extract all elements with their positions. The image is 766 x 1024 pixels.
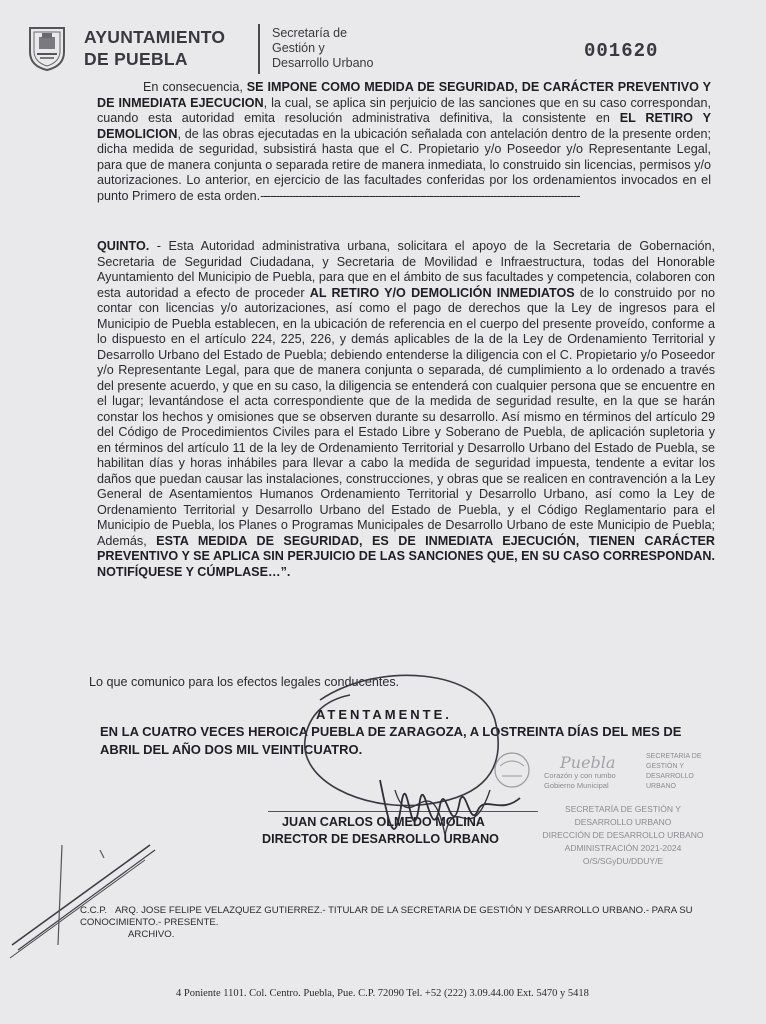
p1-text-2: , la cual, se aplica sin perjuicio de las sanciones que en su caso correspondan, cuando esta autoridad emita resolución administrativa definitiva, la consistente en [97, 95, 711, 125]
margin-tick [100, 850, 104, 858]
stamp-logo-text [544, 771, 616, 791]
stamp-secretaria-line2: GESTIÓN Y [646, 763, 684, 770]
ccp-line1: ARQ. JOSE FELIPE VELAZQUEZ GUTIERREZ.- TITULAR DE LA SECRETARIA DE GESTIÓN Y DESARROLLO URBANO.- PARA SU CONOCIMIENTO.- PRESENTE. [80, 905, 693, 928]
secretaria-line3: Desarrollo Urbano [272, 56, 374, 70]
ccp-line2: ARCHIVO. [128, 929, 175, 940]
stamp-block-line1: SECRETARÍA DE GESTIÓN Y [565, 804, 681, 814]
stamp-block-line5: O/S/SGyDU/DDUY/E [582, 856, 664, 866]
paragraph-consecuencia [97, 80, 711, 204]
p1-dashes: ---------------------------------------------------------------------------------------------------- [260, 188, 580, 203]
city-seal-icon [22, 22, 72, 72]
header-divider [258, 24, 260, 74]
closing-line: Lo que comunico para los efectos legales conducentes. [89, 675, 400, 689]
stamp-block-line3: DIRECCIÓN DE DESARROLLO URBANO [542, 830, 704, 840]
p1-bold-1: SE IMPONE COMO MEDIDA DE SEGURIDAD, DE CARÁCTER PREVENTIVO Y DE INMEDIATA EJECUCION [97, 80, 711, 110]
secretaria-name [272, 26, 373, 71]
ccp-label: C.C.P. [80, 905, 108, 916]
p1-text-3: , de las obras ejecutadas en la ubicación señalada con antelación dentro de la presente orden; dicha medida de seguridad, subsistirá hasta que el C. Propietario y/o Poseedor y/o Representante Legal, para que de manera conjunta o separada retire de manera inmediata, lo construido sin licencias, permisos y/o autorizaciones. Lo anterior, en ejercicio de las facultades conferidas por los ordenamientos invocados en el punto Primero de esta orden. [97, 126, 711, 203]
stamp-logo-line2: Gobierno Municipal [544, 781, 609, 790]
p2-bold-2: AL RETIRO Y/O DEMOLICIÓN INMEDIATOS [309, 285, 575, 300]
p2-bold-3: ESTA MEDIDA DE SEGURIDAD, ES DE INMEDIATA EJECUCIÓN, TIENEN CARÁCTER PREVENTIVO Y SE APLICA SIN PERJUICIO DE LAS SANCIONES QUE, EN SU CASO CORRESPONDAN. NOTIFÍQUESE Y CÚMPLASE…”. [97, 533, 716, 579]
stamp-secretaria-line4: URBANO [646, 783, 676, 790]
p1-bold-2: EL RETIRO Y DEMOLICION [97, 111, 711, 141]
p1-text-1: En consecuencia, [143, 80, 247, 94]
folio-number: 001620 [584, 40, 659, 62]
stamp-direccion [538, 803, 708, 868]
org-name-line1: AYUNTAMIENTO [84, 27, 226, 47]
p2-text-1: - Esta Autoridad administrativa urbana, solicitara el apoyo de la Secretaria de Gobernación, Secretaria de Seguridad Ciudadana, y Secretaria de Movilidad e Infraestructura, todas del Honorable Ayuntamiento del Municipio de Puebla, para que en el ámbito de sus facultades y competencia, colaboren con esta autoridad a efecto de proceder [97, 239, 715, 300]
ccp-block [80, 905, 735, 941]
org-name-line2: DE PUEBLA [84, 49, 188, 69]
date-line: EN LA CUATRO VECES HEROICA PUEBLA DE ZARAGOZA, A LOSTREINTA DÍAS DEL MES DE ABRIL DEL AÑO DOS MIL VEINTICUATRO. [100, 724, 682, 757]
p2-bold-1: QUINTO. [97, 239, 150, 253]
signer-title: DIRECTOR DE DESARROLLO URBANO [262, 832, 499, 846]
stamp-block-line2: DESARROLLO URBANO [574, 817, 672, 827]
stamp-secretaria-line1: SECRETARIA DE [646, 753, 702, 760]
stamp-secretaria [646, 752, 702, 792]
stamp-secretaria-line3: DESARROLLO [646, 773, 694, 780]
paragraph-quinto [97, 239, 715, 580]
footer-address: 4 Poniente 1101. Col. Centro. Puebla, Pue. C.P. 72090 Tel. +52 (222) 3.09.44.00 Ext. 5470 y 5418 [176, 988, 589, 999]
org-name [84, 26, 225, 70]
secretaria-line2: Gestión y [272, 41, 325, 55]
signature-line [268, 811, 538, 812]
margin-vertical-mark [58, 845, 62, 945]
secretaria-line1: Secretaría de [272, 26, 348, 40]
atentamente: ATENTAMENTE. [316, 707, 452, 722]
p2-text-2: de lo construido por no contar con licencias y/o autorizaciones, así como el pago de derechos que la Ley de ingresos para el Municipio de Puebla establecen, en la ubicación de referencia en el cuerpo del presente proveído, conforme a lo dispuesto en el artículo 224, 225, 226, y demás aplicables de la de la Ley de Ordenamiento Territorial y Desarrollo Urbano del Estado de Puebla; debiendo entenderse la diligencia con el C. Propietario y/o Poseedor y/o Representante Legal, para que de manera conjunta o separada, dé cumplimiento a lo ordenado a través del presente acuerdo, y que en su caso, la diligencia se entenderá con cualquier persona que se encuentre en el lugar; levantándose el acta correspondiente que de la medida de seguridad resulte, en la que se harán constar los hechos y omisiones que se observen durante su desarrollo. Así mismo en términos del artículo 29 del Código de Procedimientos Civiles para el Estado Libre y Soberano de Puebla, de aplicación supletoria y en términos del artículo 11 de la ley de Ordenamiento Territorial y Desarrollo Urbano del Estado de Puebla, se habilitan días y horas inhábiles para llevar a cabo la medida de seguridad impuesta, tendente a evitar los daños que puedan causar las instalaciones, construcciones, y obras que se realicen en contravención a la Ley General de Asentamientos Humanos Ordenamiento Territorial y Desarrollo Urbano, así como la Ley de Ordenamiento Territorial y Desarrollo Urbano del Estado de Puebla, y el Código Reglamentario para el Municipio de Puebla, los Planes o Programas Municipales de Desarrollo Urbano de este Municipio de Puebla; Además, [97, 285, 715, 548]
stamp-block-line4: ADMINISTRACIÓN 2021-2024 [564, 843, 682, 853]
stamp-logo-script: Puebla [560, 753, 616, 772]
stamp-logo-line1: Corazón y con rumbo [544, 771, 616, 780]
signer-name: JUAN CARLOS OLMEDO MOLINA [282, 815, 485, 829]
